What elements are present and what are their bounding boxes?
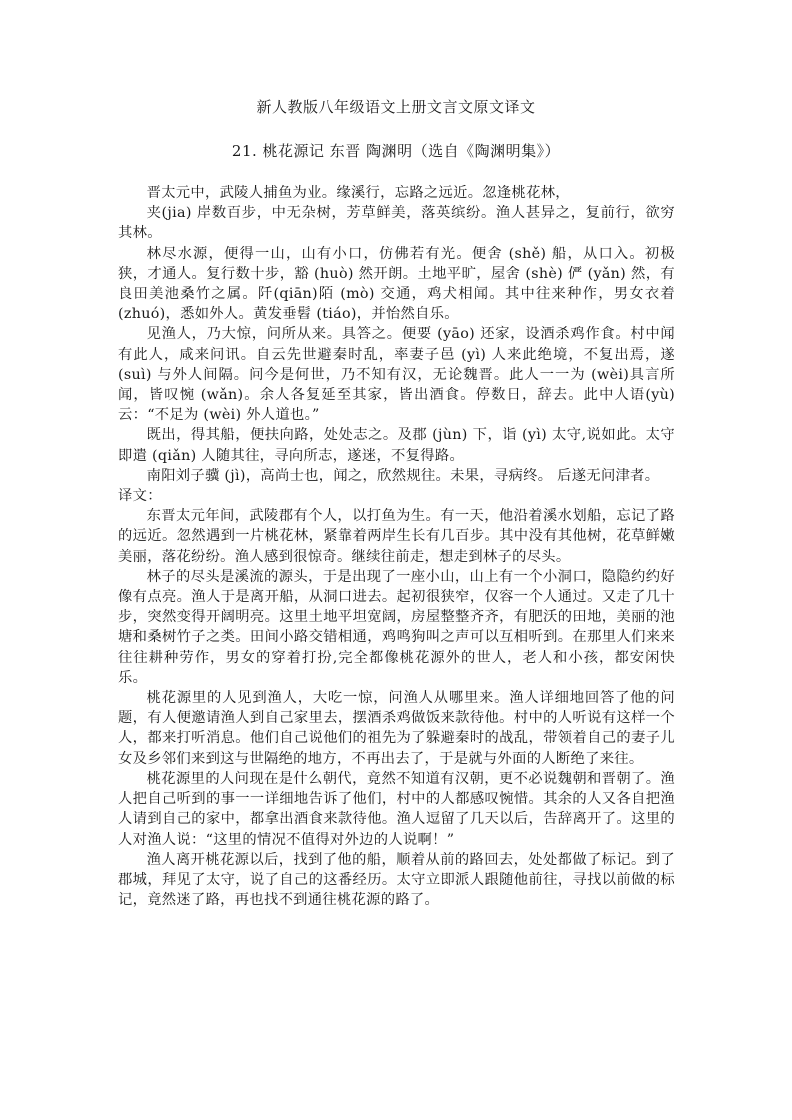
translation-paragraph: 林子的尽头是溪流的源头，于是出现了一座小山，山上有一个小洞口，隐隐约约好像有点亮。渔人于是离开船，从洞口进去。起初很狭窄，仅容一个人通过。又走了几十步，突然变得开阔明亮。这里土地平坦宽阔，房屋整整齐齐，有肥沃的田地，美丽的池塘和桑树竹子之类。田间小路交错相通，鸡鸣狗叫之声可以互相听到。在那里人们来来往往耕种劳作，男女的穿着打扮,完全都像桃花源外的世人，老人和小孩，都安闲快乐。 [118, 568, 675, 686]
translation-paragraph: 桃花源里的人问现在是什么朝代，竟然不知道有汉朝，更不必说魏朝和晋朝了。渔人把自己听到的事一一详细地告诉了他们，村中的人都感叹惋惜。其余的人又各自把渔人请到自己的家中，都拿出酒食来款待他。渔人逗留了几天以后，告辞离开了。这里的人对渔人说：“这里的情况不值得对外边的人说啊！” [118, 770, 675, 848]
translation-paragraph: 东晋太元年间，武陵郡有个人，以打鱼为生。有一天，他沿着溪水划船，忘记了路的远近。忽然遇到一片桃花林，紧靠着两岸生长有几百步。其中没有其他树，花草鲜嫩美丽，落花纷纷。渔人感到很惊奇。继续往前走，想走到林子的尽头。 [118, 508, 675, 565]
original-paragraph: 既出，得其船，便扶向路，处处志之。及郡 (jùn) 下，诣 (yì) 太守,说如此。太守即遣 (qiǎn) 人随其往，寻向所志，遂迷，不复得路。 [118, 427, 675, 464]
original-paragraph: 夹(jia) 岸数百步，中无杂树，芳草鲜美，落英缤纷。渔人甚异之，复前行，欲穷其林。 [118, 205, 675, 242]
text-heading: 21. 桃花源记 东晋 陶渊明（选自《陶渊明集》） [231, 142, 561, 160]
translation-paragraph: 桃花源里的人见到渔人，大吃一惊，问渔人从哪里来。渔人详细地回答了他的问题，有人便邀请渔人到自己家里去，摆酒杀鸡做饭来款待他。村中的人听说有这样一个人，都来打听消息。他们自己说他们的祖先为了躲避秦时的战乱，带领着自己的妻子儿女及乡邻们来到这与世隔绝的地方，不再出去了，于是就与外面的人断绝了来往。 [118, 690, 675, 767]
translation-paragraph: 渔人离开桃花源以后，找到了他的船，顺着从前的路回去，处处都做了标记。到了郡城，拜见了太守，说了自己的这番经历。太守立即派人跟随他前往，寻找以前做的标记，竟然迷了路，再也找不到通往桃花源的路了。 [118, 851, 675, 909]
original-paragraph: 见渔人，乃大惊，问所从来。具答之。便要 (yāo) 还家，设酒杀鸡作食。村中闻有此人，咸来问讯。自云先世避秦时乱，率妻子邑 (yì) 人来此绝境，不复出焉，遂 (suì) 与外人间隔。问今是何世，乃不知有汉，无论魏晋。此人一一为 (wèi)具言所闻，皆叹惋 (wǎn)。余人各复延至其家，皆出酒食。停数日，辞去。此中人语(yù)云：“不足为 (wèi) 外人道也。” [118, 326, 675, 424]
document-body [118, 183, 675, 910]
original-paragraph: 晋太元中，武陵人捕鱼为业。缘溪行，忘路之远近。忽逢桃花林， [146, 185, 570, 201]
original-paragraph: 南阳刘子骥 (jì)，高尚士也，闻之，欣然规往。未果，寻病终。 后遂无问津者。 [146, 467, 660, 484]
original-paragraph: 林尽水源，便得一山，山有小口，仿佛若有光。便舍 (shě) 船，从口入。初极狭，才通人。复行数十步，豁 (huò) 然开朗。土地平旷，屋舍 (shè) 俨 (yǎn) 然，有良田美池桑竹之属。阡(qiān)陌 (mò) 交通，鸡犬相闻。其中往来种作，男女衣着 (zhuó)，悉如外人。黄发垂髫 (tiáo)，并怡然自乐。 [118, 245, 675, 323]
page-title: 新人教版八年级语文上册文言文原文译文 [256, 98, 536, 116]
translation-label: 译文： [118, 488, 162, 505]
